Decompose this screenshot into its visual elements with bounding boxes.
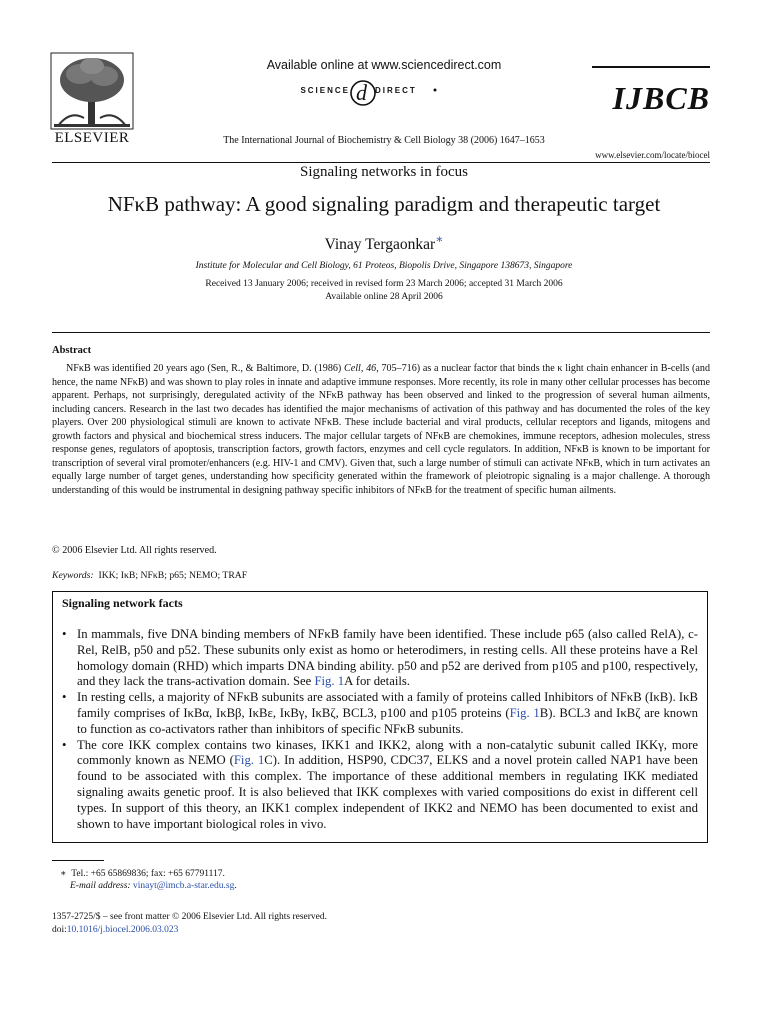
journal-citation-line: The International Journal of Biochemistry & Cell Biology 38 (2006) 1647–1653 [223,135,545,146]
keywords-label: Keywords: [52,570,94,581]
abstract-volume: 46 [366,363,377,374]
svg-text:d: d [356,80,367,105]
author-name: Vinay Tergaonkar [324,236,436,254]
article-title: NFκB pathway: A good signaling paradigm and therapeutic target [107,192,661,216]
footnote-phone-fax: Tel.: +65 65869836; fax: +65 67791117. [71,869,225,879]
author-affiliation: Institute for Molecular and Cell Biology, 61 Proteos, Biopolis Drive, Singapore 138673, Singapore [195,261,573,271]
sciencedirect-logo-left: SCIENCE [300,86,350,95]
fig-1-link[interactable]: Fig. 1 [314,674,345,689]
author-line [0,232,768,254]
list-item: • In mammals, five DNA binding members of NFκB family have been identified. These include p65 (also called RelA), c-Rel, RelB, p50 and p52. These subunits only exist as homo or heterodimers, in resting cells. All these proteins have a Rel homology domain (RHD) which imparts DNA binding ability. p50 and p52 are derived from p105 and p100, respectively, and they lack the trans-activation domain. See Fig. 1A for details. [62,627,698,689]
bullet: • [62,737,67,752]
email-link[interactable]: vinayt@imcb.a-star.edu.sg [132,881,235,891]
series-heading: Signaling networks in focus [300,164,468,180]
journal-rule [592,66,710,68]
abstract-text-2: , [360,363,367,374]
sciencedirect-logo-right: DIRECT [375,86,417,95]
footnote-mark: ∗ [60,869,67,879]
bullet: • [62,690,67,705]
doi-line [52,925,178,935]
list-item: • The core IKK complex contains two kinases, IKK1 and IKK2, along with a non-catalytic subunit called IKKγ, more commonly known as NEMO (Fig. 1C). In addition, HSP90, CDC37, ELKS and a novel protein called NAP1 have been found to be associated with this complex. The importance of these additional members in regulating IKK mediated signaling awaits genetic proof. It is also believed that IKK complexes with varied compositions do exist in different cell types. In support of this theory, an IKK1 complex independent of IKK2 and NEMO has been documented to exist and shown to have important biological roles in vivo. [62,737,698,831]
journal-url[interactable]: www.elsevier.com/locate/biocel [595,150,710,160]
header-divider [52,162,710,163]
received-dates: Received 13 January 2006; received in revised form 23 March 2006; accepted 31 March 2006 [205,279,563,289]
abstract-heading: Abstract [52,345,92,356]
abstract-body [52,362,710,497]
fig-1-link[interactable]: Fig. 1 [509,705,540,720]
fig-1-link[interactable]: Fig. 1 [233,753,265,768]
bullet: • [62,627,67,641]
journal-abbreviation: IJBCB [612,80,710,116]
abstract-text-1: NFκB was identified 20 years ago (Sen, R., & Baltimore, D. (1986) [66,363,345,374]
abstract-divider [52,332,710,333]
footnote-contact [60,868,225,879]
abstract-text-3: , 705–716) as a nuclear factor that binds the κ light chain enhancer in B-cells (and hence, the name NFκB) and was shown to play roles in innate and adaptive immune responses. More recently, its role in many other cellular processes has become apparent. Perhaps, not surprisingly, deregulated activity of the NFκB pathway has been observed and linked to the progression of several human ailments, including cancers. Research in the last two decades has identified the major mechanisms of activation of this pathway and has documented the roles of the key players. Over 200 physiological stimuli are known to activate NFκB. These include bacterial and viral products, cellular receptors and ligands, mitogens and growth factors and physical and biochemical stress inducers. The major cellular targets of NFκB are chemokines, immune receptors, adhesion molecules, stress response genes, regulators of apoptosis, transcription factors, growth factors, enzymes and cell cycle regulators. In addition, NFκB is known to be important for transcription of several viral promoter/enhancers (e.g. HIV-1 and CMV). Given that, such a large number of stimuli can activate NFκB, which in turn activates an equally large number of target genes, understanding how specificity generated within the framework of pleiotropic signaling is a major challenge. A thorough understanding of this would be instrumental in designing pathway specific inhibitors of NFκB for the treatment of specific human ailments. [52,363,710,496]
footnote-divider [52,860,104,861]
issn-line: 1357-2725/$ – see front matter © 2006 Elsevier Ltd. All rights reserved. [52,912,328,922]
available-online-line[interactable]: Available online at www.sciencedirect.com [266,58,502,72]
facts-box-heading: Signaling network facts [62,596,183,610]
doi-link[interactable]: 10.1016/j.biocel.2006.03.023 [66,925,179,935]
author-footnote-mark[interactable]: ∗ [435,232,444,246]
abstract-copyright: © 2006 Elsevier Ltd. All rights reserved. [52,545,217,556]
list-item: • In resting cells, a majority of NFκB subunits are associated with a family of proteins called Inhibitors of NFκB (IκB). IκB family comprises of IκBα, IκBβ, IκBε, IκBγ, IκBζ, BCL3, p100 and p105 proteins (Fig. 1B). BCL3 and IκBζ are known to function as co-activators rather than inhibitors of specific NFκB subunits. [62,690,699,736]
facts-list [62,627,698,832]
doi-label: doi: [52,925,67,935]
available-online-date: Available online 28 April 2006 [325,292,443,302]
keywords-list: IKK; IκB; NFκB; p65; NEMO; TRAF [98,570,248,581]
footnote-email: E-mail address: vinayt@imcb.a-star.edu.sg. [70,881,237,891]
email-label: E-mail address: [70,881,131,891]
keywords-line [52,570,247,581]
publisher-name: ELSEVIER [54,130,130,146]
abstract-journal: Cell [344,363,361,374]
